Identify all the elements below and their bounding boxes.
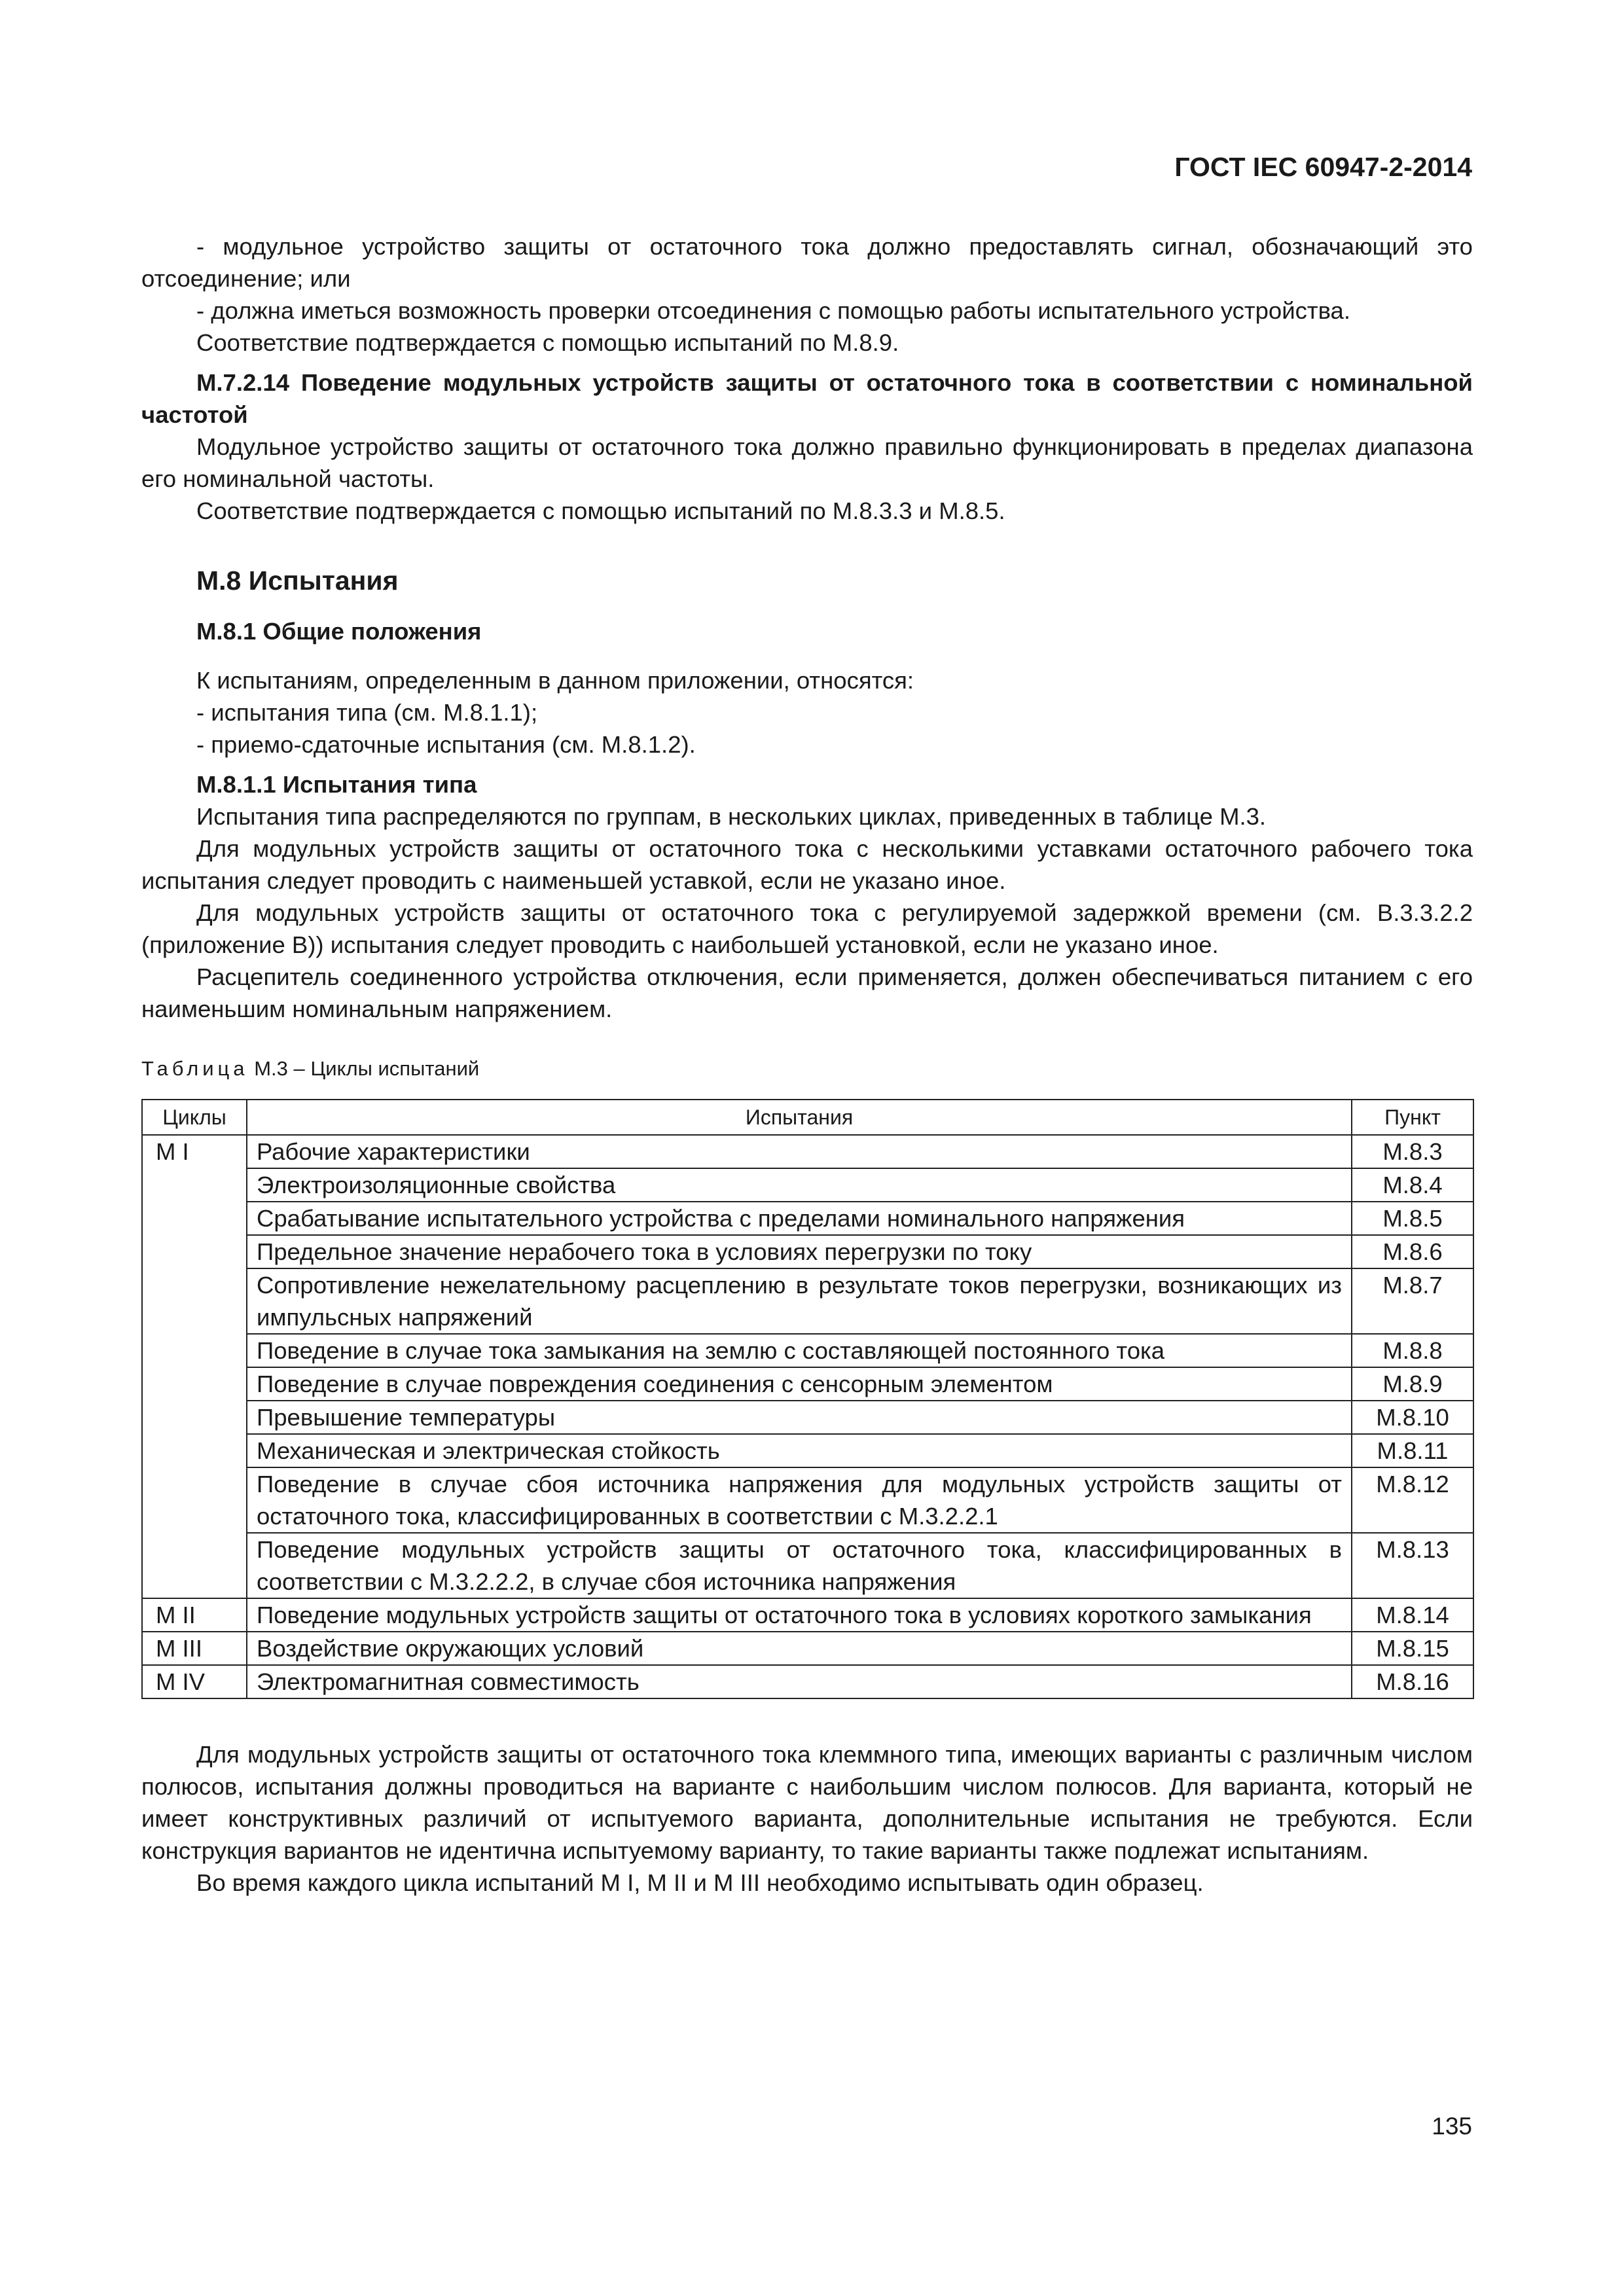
- intro-compliance: Соответствие подтверждается с помощью испытаний по М.8.9.: [196, 329, 899, 356]
- table-header-row: [142, 1100, 1473, 1135]
- cycle-cell: М II: [142, 1598, 247, 1632]
- test-cell: Поведение в случае сбоя источника напряжения для модульных устройств защиты от остаточного тока, классифицированных в соответствии с М.3.2.2.1: [247, 1467, 1352, 1533]
- page-number: 135: [1432, 2113, 1472, 2140]
- table-row: [142, 1367, 1473, 1401]
- intro-item-2: - должна иметься возможность проверки отсоединения с помощью работы испытательного устройства.: [196, 297, 1350, 324]
- test-cell: Предельное значение нерабочего тока в условиях перегрузки по току: [247, 1235, 1352, 1268]
- point-cell: М.8.6: [1352, 1235, 1473, 1268]
- test-cell: Поведение модульных устройств защиты от остаточного тока в условиях короткого замыкания: [247, 1598, 1352, 1632]
- after-table-paragraph-1: Для модульных устройств защиты от остаточного тока клеммного типа, имеющих варианты с различным числом полюсов, испытания должны проводиться на варианте с наибольшим числом полюсов. Для варианта, который не имеет конструктивных различий от испытуемого варианта, дополнительные испытания не требуются. Если конструкция вариантов не идентична испытуемому варианту, то такие варианты также подлежат испытаниям.: [141, 1741, 1473, 1864]
- point-cell: М.8.3: [1352, 1135, 1473, 1168]
- table-row: [142, 1401, 1473, 1434]
- m8-1-1-paragraph-4: Расцепитель соединенного устройства отключения, если применяется, должен обеспечиваться питанием с его наименьшим номинальным напряжением.: [141, 963, 1473, 1022]
- point-cell: М.8.14: [1352, 1598, 1473, 1632]
- m8-1-1-paragraph-3: Для модульных устройств защиты от остаточного тока с регулируемой задержкой времени (см. В.3.3.2.2 (приложение В)) испытания следует проводить с наибольшей установкой, если не указано иное.: [141, 899, 1473, 958]
- point-cell: М.8.4: [1352, 1168, 1473, 1202]
- heading-m8: М.8 Испытания: [196, 565, 399, 596]
- heading-m8-1: М.8.1 Общие положения: [196, 618, 482, 645]
- table-row: [142, 1632, 1473, 1665]
- after-table-paragraph-2: Во время каждого цикла испытаний М I, М II и М III необходимо испытывать один образец.: [196, 1869, 1204, 1896]
- point-cell: М.8.5: [1352, 1202, 1473, 1235]
- point-cell: М.8.16: [1352, 1665, 1473, 1698]
- m7-2-14-text: Модульное устройство защиты от остаточного тока должно правильно функционировать в пределах диапазона его номинальной частоты.: [141, 433, 1473, 492]
- page-content: [141, 230, 1473, 1899]
- heading-m8-1-1: М.8.1.1 Испытания типа: [196, 771, 477, 798]
- table-row: [142, 1235, 1473, 1268]
- table-row: [142, 1135, 1473, 1168]
- table-caption: [141, 1052, 1473, 1085]
- test-cell: Превышение температуры: [247, 1401, 1352, 1434]
- m8-1-1-paragraph-2: Для модульных устройств защиты от остаточного тока с несколькими уставками остаточного рабочего тока испытания следует проводить с наименьшей уставкой, если не указано иное.: [141, 835, 1473, 894]
- point-cell: М.8.7: [1352, 1268, 1473, 1334]
- table-caption-title: М.3 – Циклы испытаний: [254, 1057, 480, 1080]
- m8-1-1-paragraph-1: Испытания типа распределяются по группам, в нескольких циклах, приведенных в таблице М.3.: [196, 803, 1267, 830]
- m7-2-14-compliance: Соответствие подтверждается с помощью испытаний по М.8.3.3 и М.8.5.: [196, 497, 1005, 524]
- table-row: [142, 1202, 1473, 1235]
- cycle-cell: М IV: [142, 1665, 247, 1698]
- table-row: [142, 1434, 1473, 1467]
- table-row: [142, 1598, 1473, 1632]
- table-row: [142, 1665, 1473, 1698]
- cycle-cell: М III: [142, 1632, 247, 1665]
- test-cell: Электроизоляционные свойства: [247, 1168, 1352, 1202]
- table-row: [142, 1533, 1473, 1598]
- test-cell: Механическая и электрическая стойкость: [247, 1434, 1352, 1467]
- point-cell: М.8.8: [1352, 1334, 1473, 1367]
- test-cell: Поведение модульных устройств защиты от остаточного тока, классифицированных в соответствии с М.3.2.2.2, в случае сбоя источника напряжения: [247, 1533, 1352, 1598]
- table-caption-prefix: Таблица: [141, 1057, 249, 1080]
- intro-item-1: - модульное устройство защиты от остаточного тока должно предоставлять сигнал, обозначающий это отсоединение; или: [141, 233, 1473, 292]
- point-cell: М.8.9: [1352, 1367, 1473, 1401]
- point-cell: М.8.10: [1352, 1401, 1473, 1434]
- test-cell: Воздействие окружающих условий: [247, 1632, 1352, 1665]
- test-cell: Рабочие характеристики: [247, 1135, 1352, 1168]
- test-cycles-table: [141, 1099, 1474, 1699]
- test-cell: Поведение в случае повреждения соединения с сенсорным элементом: [247, 1367, 1352, 1401]
- test-cell: Поведение в случае тока замыкания на землю с составляющей постоянного тока: [247, 1334, 1352, 1367]
- heading-m7-2-14: М.7.2.14 Поведение модульных устройств защиты от остаточного тока в соответствии с номинальной частотой: [141, 369, 1473, 428]
- point-cell: М.8.13: [1352, 1533, 1473, 1598]
- point-cell: М.8.15: [1352, 1632, 1473, 1665]
- table-row: [142, 1168, 1473, 1202]
- point-cell: М.8.12: [1352, 1467, 1473, 1533]
- cycle-cell: М I: [142, 1135, 247, 1598]
- test-cell: Срабатывание испытательного устройства с пределами номинального напряжения: [247, 1202, 1352, 1235]
- m8-1-item-2: - приемо-сдаточные испытания (см. М.8.1.2).: [196, 731, 696, 758]
- test-cell: Электромагнитная совместимость: [247, 1665, 1352, 1698]
- header-point: Пункт: [1352, 1100, 1473, 1135]
- header-cycles: Циклы: [142, 1100, 247, 1135]
- m8-1-item-1: - испытания типа (см. М.8.1.1);: [196, 699, 538, 726]
- point-cell: М.8.11: [1352, 1434, 1473, 1467]
- table-row: [142, 1334, 1473, 1367]
- header-tests: Испытания: [247, 1100, 1352, 1135]
- m8-1-intro: К испытаниям, определенным в данном приложении, относятся:: [196, 667, 914, 694]
- document-code: ГОСТ IEC 60947-2-2014: [1174, 152, 1472, 182]
- test-cell: Сопротивление нежелательному расцеплению в результате токов перегрузки, возникающих из импульсных напряжений: [247, 1268, 1352, 1334]
- table-row: [142, 1268, 1473, 1334]
- table-row: [142, 1467, 1473, 1533]
